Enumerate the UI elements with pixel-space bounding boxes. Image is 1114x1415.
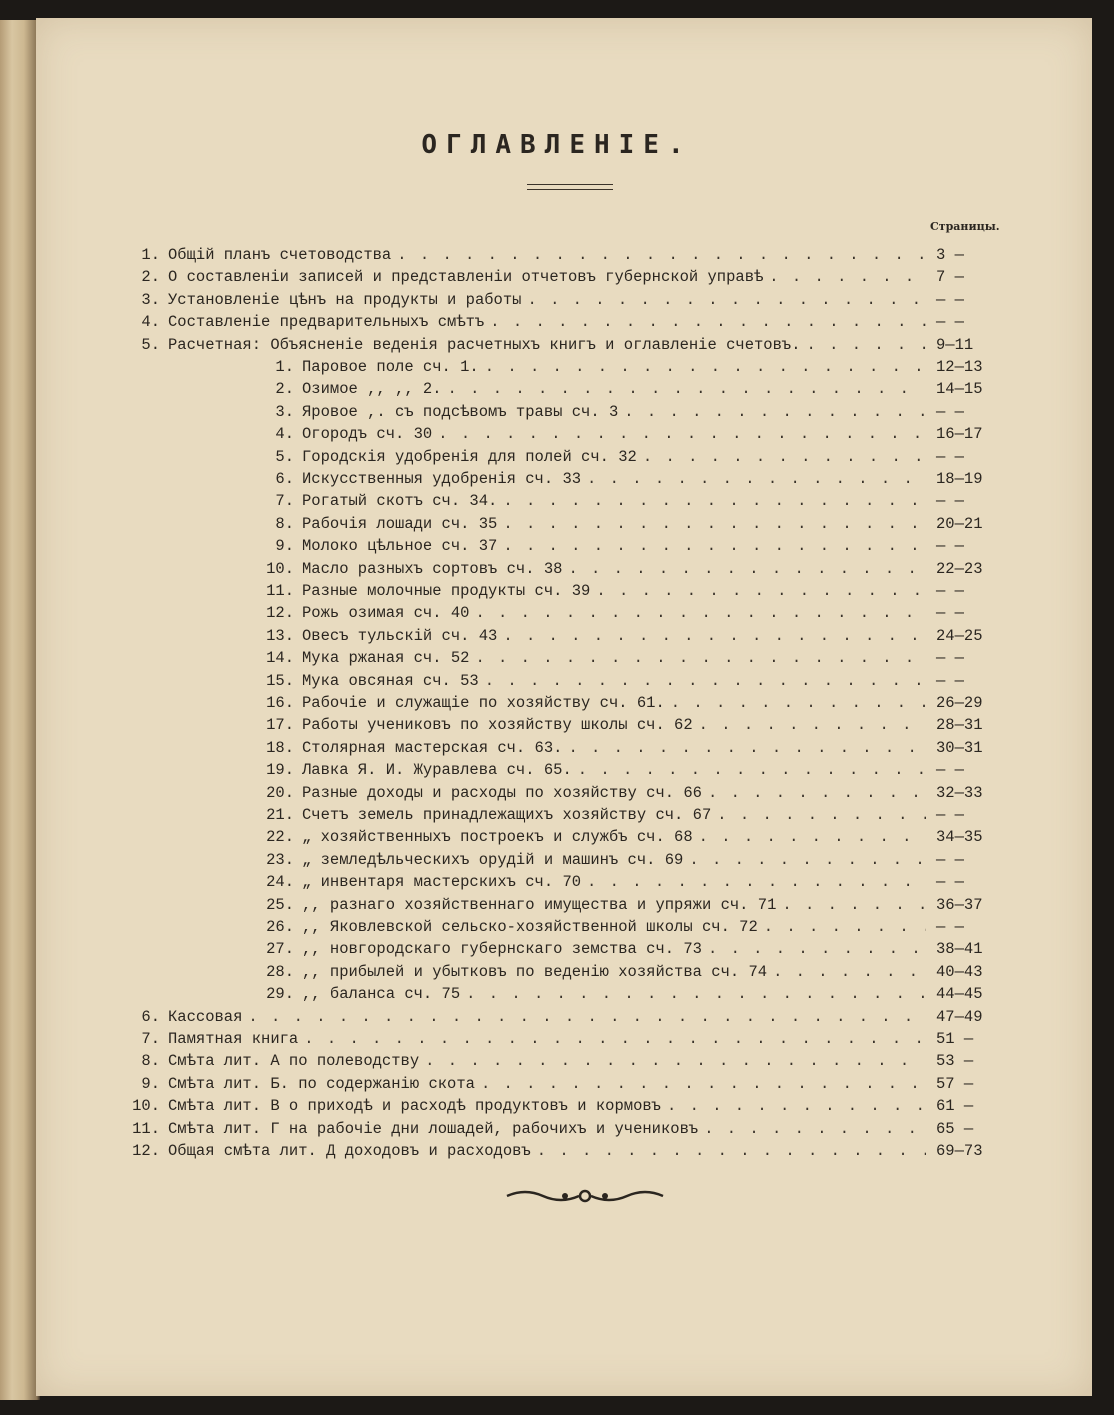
closing-ornament bbox=[505, 1186, 665, 1206]
toc-entry-title: ,, разнаго хозяйственнаго имущества и упряжи сч. 71 bbox=[302, 895, 777, 914]
toc-entry-title: Мука овсяная сч. 53 bbox=[302, 671, 479, 690]
toc-entry bbox=[130, 1097, 1014, 1119]
title-underline bbox=[527, 184, 613, 190]
toc-entry-title: Составленіе предварительныхъ смѣтъ bbox=[168, 313, 485, 332]
dot-leader bbox=[807, 336, 926, 354]
toc-entry-pages: — — bbox=[936, 671, 964, 690]
toc-entry bbox=[262, 649, 1014, 671]
dot-leader bbox=[503, 492, 926, 510]
toc-entry bbox=[262, 358, 1014, 380]
toc-entry-pages: 38—41 bbox=[936, 940, 983, 959]
toc-entry-number: 7. bbox=[141, 1030, 160, 1048]
toc-entry-pages: 47—49 bbox=[936, 1007, 983, 1026]
toc-entry-title: Кассовая bbox=[168, 1007, 243, 1026]
toc-entry-number: 8. bbox=[141, 1052, 160, 1071]
toc-entry-number: 1. bbox=[275, 358, 294, 376]
toc-entry bbox=[262, 828, 1014, 850]
toc-entry-number: 29. bbox=[266, 985, 294, 1004]
toc-entry-title: „ инвентаря мастерскихъ сч. 70 bbox=[302, 873, 582, 892]
toc-entry-number: 22. bbox=[266, 828, 294, 847]
dot-leader bbox=[782, 896, 926, 914]
toc-entry-pages: 53 — bbox=[936, 1052, 974, 1071]
toc-entry bbox=[262, 784, 1014, 806]
toc-entry-title: Разные молочные продукты сч. 39 bbox=[302, 582, 591, 600]
toc-entry bbox=[130, 1052, 1014, 1074]
dot-leader bbox=[397, 246, 926, 264]
toc-entry bbox=[262, 560, 1014, 582]
toc-entry bbox=[262, 940, 1014, 962]
toc-entry-title: Огородъ сч. 30 bbox=[302, 425, 433, 444]
toc-entry-pages: — — bbox=[936, 447, 964, 466]
toc-entry bbox=[130, 246, 1014, 268]
toc-entry bbox=[262, 380, 1014, 402]
dot-leader bbox=[503, 515, 926, 533]
toc-entry-number: 7. bbox=[275, 492, 294, 511]
toc-entry-pages: 22—23 bbox=[936, 559, 983, 578]
dot-leader bbox=[773, 963, 926, 981]
toc-entry-pages: — — bbox=[936, 761, 964, 780]
dot-leader bbox=[537, 1142, 926, 1160]
dot-leader bbox=[704, 1120, 926, 1138]
toc-entry-pages: 57 — bbox=[936, 1074, 974, 1093]
toc-entry bbox=[262, 806, 1014, 828]
toc-entry-number: 1. bbox=[141, 246, 160, 264]
dot-leader bbox=[475, 604, 926, 622]
pages-column-header: Страницы. bbox=[930, 220, 1000, 233]
toc-entry-number: 6. bbox=[141, 1007, 160, 1026]
toc-entry-pages: — — bbox=[936, 604, 964, 623]
toc-entry-pages: 51 — bbox=[936, 1030, 974, 1048]
toc-entry-title: ,, новгородскаго губернскаго земства сч. 73 bbox=[302, 940, 702, 959]
toc-entry-number: 21. bbox=[266, 806, 294, 824]
toc-entry-pages: 69—73 bbox=[936, 1142, 983, 1160]
toc-entry-number: 11. bbox=[266, 582, 294, 600]
toc-entry bbox=[262, 425, 1014, 447]
toc-entry-pages: — — bbox=[936, 918, 964, 936]
dot-leader bbox=[578, 761, 926, 779]
toc-entry-title: Городскія удобренія для полей сч. 32 bbox=[302, 447, 637, 466]
toc-entry-number: 16. bbox=[266, 694, 294, 712]
toc-entry bbox=[130, 1142, 1014, 1164]
dot-leader bbox=[527, 291, 926, 309]
dot-leader bbox=[248, 1008, 926, 1026]
toc-entry-number: 3. bbox=[275, 402, 294, 421]
toc-entry bbox=[262, 896, 1014, 918]
dot-leader bbox=[485, 672, 926, 690]
toc-entry-number: 9. bbox=[275, 537, 294, 556]
toc-entry-number: 26. bbox=[266, 918, 294, 936]
toc-entry bbox=[262, 515, 1014, 537]
toc-entry-title: Памятная книга bbox=[168, 1030, 299, 1048]
toc-entry-number: 19. bbox=[266, 761, 294, 780]
toc-entry bbox=[262, 537, 1014, 559]
dot-leader bbox=[699, 828, 926, 846]
toc-entry-title: Общій планъ счетоводства bbox=[168, 246, 392, 264]
toc-entry-pages: — — bbox=[936, 402, 964, 421]
dot-leader bbox=[568, 560, 926, 578]
toc-entry-number: 24. bbox=[266, 873, 294, 892]
toc-entry-pages: — — bbox=[936, 537, 964, 556]
toc-entry-number: 4. bbox=[275, 425, 294, 444]
toc-entry-number: 2. bbox=[141, 268, 160, 287]
toc-entry bbox=[130, 1120, 1014, 1142]
toc-entry bbox=[130, 1008, 1014, 1030]
toc-entry-pages: 36—37 bbox=[936, 895, 983, 914]
toc-entry bbox=[130, 1075, 1014, 1097]
toc-entry-title: Рожь озимая сч. 40 bbox=[302, 604, 470, 623]
toc-entry-title: Рабочія лошади сч. 35 bbox=[302, 514, 498, 533]
toc-entry-number: 12. bbox=[132, 1142, 160, 1160]
dot-leader bbox=[717, 806, 926, 824]
dot-leader bbox=[689, 851, 926, 869]
toc-entry-number: 6. bbox=[275, 470, 294, 488]
toc-entry-title: Счетъ земель принадлежащихъ хозяйству сч. 67 bbox=[302, 806, 712, 824]
toc-entry bbox=[262, 694, 1014, 716]
toc-entry bbox=[262, 448, 1014, 470]
dot-leader bbox=[587, 470, 926, 488]
toc-entry-number: 10. bbox=[266, 559, 294, 578]
toc-entry-title: Искусственныя удобренія сч. 33 bbox=[302, 470, 582, 488]
toc-entry-number: 20. bbox=[266, 783, 294, 802]
toc-entry-pages: 26—29 bbox=[936, 694, 983, 712]
toc-entry-number: 3. bbox=[141, 290, 160, 309]
toc-entry-number: 4. bbox=[141, 313, 160, 332]
toc-entry-pages: 24—25 bbox=[936, 626, 983, 645]
dot-leader bbox=[587, 873, 926, 891]
toc-entry bbox=[262, 582, 1014, 604]
toc-entry-title: Общая смѣта лит. Д доходовъ и расходовъ bbox=[168, 1142, 531, 1160]
dot-leader bbox=[708, 784, 926, 802]
dot-leader bbox=[438, 425, 926, 443]
toc-entry-title: Рабочіе и служащіе по хозяйству сч. 61. bbox=[302, 694, 665, 712]
toc-entry-pages: — — bbox=[936, 582, 964, 600]
toc-entry-pages: 20—21 bbox=[936, 514, 983, 533]
toc-entry-number: 27. bbox=[266, 940, 294, 959]
toc-entry-title: Смѣта лит. В о приходѣ и расходѣ продуктовъ и кормовъ bbox=[168, 1097, 661, 1116]
dot-leader bbox=[503, 537, 926, 555]
toc-entry-pages: 12—13 bbox=[936, 358, 983, 376]
toc-entry-title: Расчетная: Объясненіе веденія расчетныхъ книгъ и оглавленіе счетовъ. bbox=[168, 335, 801, 354]
dot-leader bbox=[475, 649, 926, 667]
toc-entry-pages: 65 — bbox=[936, 1119, 974, 1138]
dot-leader bbox=[667, 1097, 926, 1115]
dot-leader bbox=[769, 268, 926, 286]
toc-entry-title: Разные доходы и расходы по хозяйству сч. 66 bbox=[302, 783, 702, 802]
toc-entry-pages: 7 — bbox=[936, 268, 964, 287]
dot-leader bbox=[448, 380, 926, 398]
toc-entry bbox=[262, 604, 1014, 626]
dot-leader bbox=[425, 1052, 926, 1070]
toc-entry bbox=[262, 716, 1014, 738]
toc-entry-pages: 18—19 bbox=[936, 470, 983, 488]
toc-entry-pages: 14—15 bbox=[936, 380, 983, 399]
toc-entry-number: 10. bbox=[132, 1097, 160, 1116]
dot-leader bbox=[503, 627, 926, 645]
dot-leader bbox=[764, 918, 926, 936]
toc-entry-title: Молоко цѣльное сч. 37 bbox=[302, 537, 498, 556]
toc-entry-pages: 32—33 bbox=[936, 783, 983, 802]
toc-entry-title: Столярная мастерская сч. 63. bbox=[302, 738, 563, 757]
toc-entry-pages: 44—45 bbox=[936, 985, 983, 1004]
toc-entry-number: 17. bbox=[266, 716, 294, 735]
toc-entry bbox=[262, 985, 1014, 1007]
toc-entry-pages: — — bbox=[936, 873, 964, 892]
toc-entry-number: 12. bbox=[266, 604, 294, 623]
toc-entry-number: 14. bbox=[266, 649, 294, 668]
toc-entry-number: 11. bbox=[132, 1119, 160, 1138]
toc-entry bbox=[262, 851, 1014, 873]
toc-entry-pages: — — bbox=[936, 313, 964, 332]
toc-entry-title: Установленіе цѣнъ на продукты и работы bbox=[168, 290, 522, 309]
toc-entry-pages: — — bbox=[936, 492, 964, 511]
toc-entry-title: Смѣта лит. Г на рабочіе дни лошадей, рабочихъ и учениковъ bbox=[168, 1119, 699, 1138]
toc-entry-pages: 34—35 bbox=[936, 828, 983, 847]
toc-entry-title: „ земледѣльческихъ орудій и машинъ сч. 69 bbox=[302, 850, 684, 869]
toc-entry-title: Мука ржаная сч. 52 bbox=[302, 649, 470, 668]
dot-leader bbox=[708, 940, 926, 958]
toc-entry-pages: 9—11 bbox=[936, 335, 974, 354]
dot-leader bbox=[490, 313, 926, 331]
toc-entry-title: Масло разныхъ сортовъ сч. 38 bbox=[302, 559, 563, 578]
dot-leader bbox=[568, 739, 926, 757]
toc-entry-title: Овесъ тульскій сч. 43 bbox=[302, 626, 498, 645]
toc-entry bbox=[262, 918, 1014, 940]
toc-entry-number: 23. bbox=[266, 850, 294, 869]
toc-entry-title: Смѣта лит. Б. по содержанію скота bbox=[168, 1074, 475, 1093]
toc-entry bbox=[262, 492, 1014, 514]
toc-entry-title: Работы учениковъ по хозяйству школы сч. 62 bbox=[302, 716, 693, 735]
toc-entry-title: ,, Яковлевской сельско-хозяйственной школы сч. 72 bbox=[302, 918, 758, 936]
book-binding-edge bbox=[0, 20, 40, 1400]
toc-entry-pages: 30—31 bbox=[936, 738, 983, 757]
toc-entry-number: 2. bbox=[275, 380, 294, 399]
toc-entry-number: 25. bbox=[266, 895, 294, 914]
toc-entry-title: Яровое ,. съ подсѣвомъ травы сч. 3 bbox=[302, 402, 619, 421]
dot-leader bbox=[481, 1075, 926, 1093]
toc-entry bbox=[130, 268, 1014, 290]
toc-entry-pages: — — bbox=[936, 649, 964, 668]
toc-entry-number: 13. bbox=[266, 626, 294, 645]
toc-entry-pages: — — bbox=[936, 806, 964, 824]
dot-leader bbox=[485, 358, 926, 376]
toc-entry bbox=[130, 313, 1014, 335]
toc-entry-pages: 40—43 bbox=[936, 962, 983, 981]
toc-entry-number: 5. bbox=[275, 447, 294, 466]
dot-leader bbox=[699, 716, 926, 734]
toc-entry-number: 18. bbox=[266, 738, 294, 757]
toc-entry bbox=[130, 336, 1014, 358]
toc-entry bbox=[262, 761, 1014, 783]
toc-entry-title: ,, прибылей и убытковъ по веденію хозяйства сч. 74 bbox=[302, 962, 768, 981]
toc-entry-number: 28. bbox=[266, 962, 294, 981]
toc-entry-title: О составленіи записей и представленіи отчетовъ губернской управѣ bbox=[168, 268, 764, 287]
toc-entry bbox=[130, 291, 1014, 313]
toc-entry-title: „ хозяйственныхъ построекъ и службъ сч. 68 bbox=[302, 828, 693, 847]
toc-entry-title: Озимое ,, ,, 2. bbox=[302, 380, 442, 399]
toc-entry-number: 8. bbox=[275, 514, 294, 533]
toc-entry bbox=[262, 873, 1014, 895]
toc-entry-title: ,, баланса сч. 75 bbox=[302, 985, 461, 1004]
dot-leader bbox=[596, 582, 926, 600]
toc-entry-number: 5. bbox=[141, 335, 160, 354]
page-title: ОГЛАВЛЕНІЕ. bbox=[421, 130, 693, 160]
toc-entry-pages: 16—17 bbox=[936, 425, 983, 444]
toc-entry bbox=[262, 739, 1014, 761]
toc-entry-pages: — — bbox=[936, 850, 964, 869]
toc-entry-title: Смѣта лит. А по полеводству bbox=[168, 1052, 420, 1071]
toc-entry bbox=[262, 470, 1014, 492]
toc-entry bbox=[262, 672, 1014, 694]
toc-entry bbox=[262, 627, 1014, 649]
toc-entry-pages: 61 — bbox=[936, 1097, 974, 1116]
toc-entry-pages: 3 — bbox=[936, 246, 964, 264]
dot-leader bbox=[466, 985, 926, 1003]
dot-leader bbox=[304, 1030, 926, 1048]
toc-entry bbox=[262, 403, 1014, 425]
dot-leader bbox=[643, 448, 926, 466]
toc-entry-pages: 28—31 bbox=[936, 716, 983, 735]
toc-entry-pages: — — bbox=[936, 290, 964, 309]
toc-entry-title: Паровое поле сч. 1. bbox=[302, 358, 479, 376]
toc-entry-number: 15. bbox=[266, 671, 294, 690]
dot-leader bbox=[671, 694, 926, 712]
toc-entry bbox=[130, 1030, 1014, 1052]
toc-entry-number: 9. bbox=[141, 1074, 160, 1093]
toc-entry-title: Рогатый скотъ сч. 34. bbox=[302, 492, 498, 511]
toc-entry bbox=[262, 963, 1014, 985]
toc-entry-title: Лавка Я. И. Журавлева сч. 65. bbox=[302, 761, 572, 780]
dot-leader bbox=[624, 403, 926, 421]
